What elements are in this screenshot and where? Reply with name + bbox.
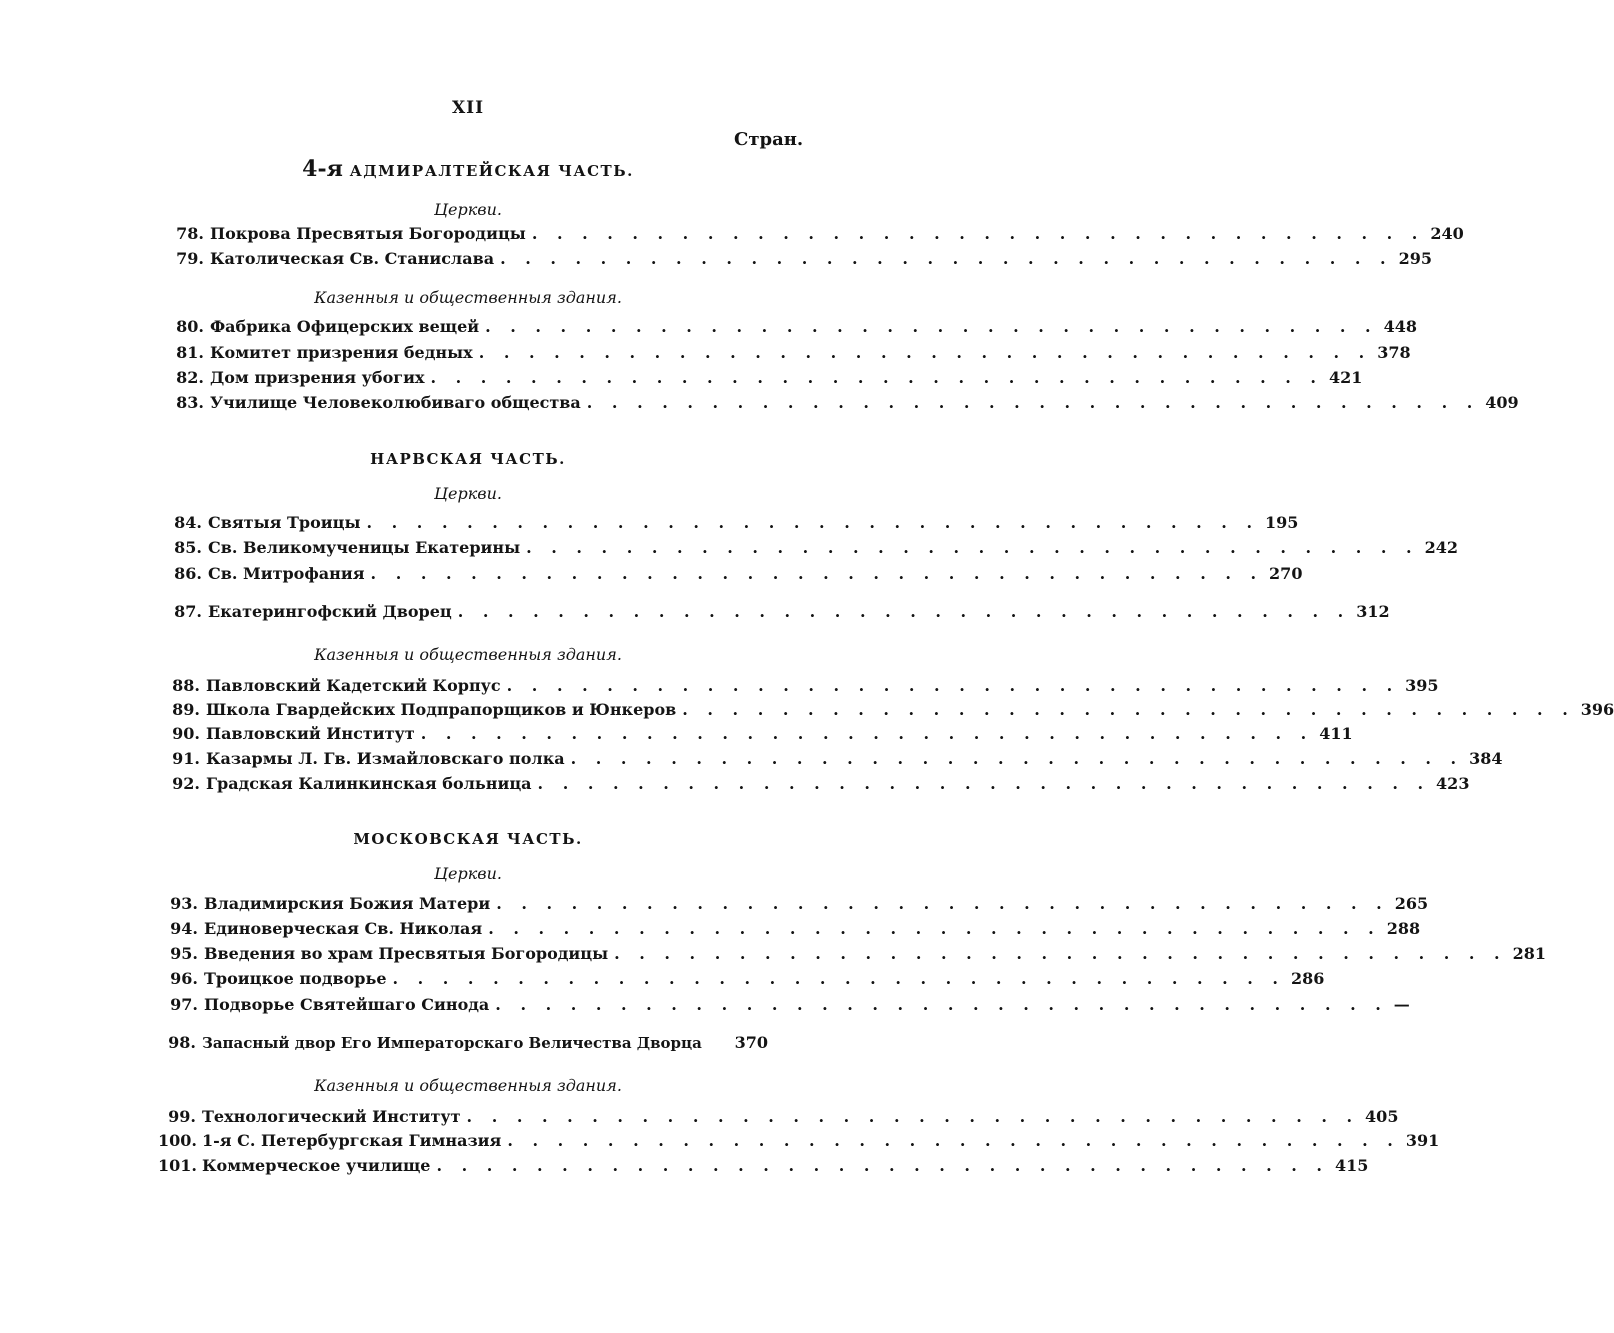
leader-dots: . . . . . . . . . . . . . . . . . . . . . . . . . . . . . . . . . . . . <box>457 602 1351 621</box>
entry-title: Троицкое подворье <box>204 969 387 988</box>
group-title: Церкви. <box>434 200 502 219</box>
entry-title: Владимирския Божия Матери <box>204 894 491 913</box>
entry-page: 242 <box>1424 538 1459 557</box>
toc-entry[interactable] <box>158 1107 1399 1129</box>
entry-page: 405 <box>1365 1107 1399 1126</box>
section-title: АДМИРАЛТЕЙСКАЯ ЧАСТЬ. <box>349 162 634 180</box>
entry-page: 281 <box>1512 944 1547 963</box>
toc-entry[interactable] <box>172 676 1439 698</box>
entry-title: Католическая Св. Станислава <box>210 249 495 268</box>
leader-dots: . . . . . . . . . . . . . . . . . . . . . . . . . . . . . . . . . . . . <box>506 676 1400 695</box>
entry-number: 97. <box>170 995 198 1014</box>
toc-entry[interactable] <box>174 602 1390 624</box>
entry-page: 265 <box>1394 894 1429 913</box>
leader-dots: . . . . . . . . . . . . . . . . . . . . . . . . . . . . . . . . . . . . <box>500 249 1393 268</box>
entry-page: 288 <box>1386 919 1421 938</box>
group-title: Церкви. <box>434 484 502 503</box>
leader-dots: . . . . . . . . . . . . . . . . . . . . . . . . . . . . . . . . . . . . <box>420 724 1314 743</box>
entry-page: 391 <box>1405 1131 1440 1150</box>
entry-page: 448 <box>1383 317 1418 336</box>
entry-page: 409 <box>1485 393 1519 412</box>
entry-number: 81. <box>176 343 204 362</box>
leader-dots: . . . . . . . . . . . . . . . . . . . . . . . . . . . . . . . . . . . . <box>682 700 1575 719</box>
toc-entry[interactable] <box>174 538 1459 560</box>
entry-page: 423 <box>1436 774 1470 793</box>
entry-title: Комитет призрения бедных <box>210 343 473 362</box>
entry-number: 96. <box>170 969 198 988</box>
toc-entry[interactable] <box>176 249 1432 271</box>
toc-entry[interactable] <box>176 368 1363 390</box>
entry-number: 89. <box>172 700 200 719</box>
page-column-label: Стран. <box>734 129 804 150</box>
entry-page: 286 <box>1291 969 1325 988</box>
entry-number: 85. <box>174 538 202 557</box>
entry-title: Запасный двор Его Императорскаго Величества Дворца <box>202 1034 702 1052</box>
toc-entry[interactable] <box>170 995 1410 1017</box>
entry-title: Павловский Кадетский Корпус <box>206 676 501 695</box>
leader-dots: . . . . . . . . . . . . . . . . . . . . . . . . . . . . . . . . . . . . <box>537 774 1431 793</box>
toc-entry[interactable] <box>170 944 1547 966</box>
entry-page: 396 <box>1580 700 1614 719</box>
toc-entry[interactable] <box>172 774 1470 796</box>
entry-page: 421 <box>1328 368 1363 387</box>
group-title: Казенныя и общественныя здания. <box>314 288 622 307</box>
entry-number: 91. <box>172 749 200 768</box>
entry-title: Единоверческая Св. Николая <box>204 919 483 938</box>
entry-title: Училище Человеколюбиваго общества <box>210 393 581 412</box>
group-title: Казенныя и общественныя здания. <box>314 645 622 664</box>
leader-dots: . . . . . . . . . . . . . . . . . . . . . . . . . . . . . . . . . . . . <box>570 749 1464 768</box>
toc-entry[interactable] <box>172 749 1503 771</box>
entry-number: 78. <box>176 224 204 243</box>
leader-dots: . . . . . . . . . . . . . . . . . . . . . . . . . . . . . . . . . . . . <box>430 368 1323 387</box>
group-title: Казенныя и общественныя здания. <box>314 1076 622 1095</box>
leader-dots: . . . . . . . . . . . . . . . . . . . . . . . . . . . . . . . . . . . . <box>478 343 1372 362</box>
group-title: Церкви. <box>434 864 502 883</box>
entry-title: Св. Митрофания <box>208 564 365 583</box>
entry-number: 101. <box>158 1156 197 1175</box>
entry-number: 100. <box>158 1131 197 1150</box>
leader-dots: . . . . . . . . . . . . . . . . . . . . . . . . . . . . . . . . . . . . <box>526 538 1419 557</box>
entry-title: Дом призрения убогих <box>210 368 425 387</box>
toc-entry[interactable] <box>174 564 1303 586</box>
entry-number: 88. <box>172 676 200 695</box>
entry-title: Покрова Пресвятыя Богородицы <box>210 224 526 243</box>
entry-title: 1-я С. Петербургская Гимназия <box>202 1131 502 1150</box>
section-heading <box>0 156 936 182</box>
entry-title: Технологический Институт <box>202 1107 461 1126</box>
entry-title: Коммерческое училище <box>202 1156 431 1175</box>
entry-page: 370 <box>734 1033 768 1052</box>
page-number: XII <box>451 98 485 118</box>
toc-entry[interactable] <box>170 894 1429 916</box>
entry-number: 93. <box>170 894 198 913</box>
entry-page: 312 <box>1356 602 1390 621</box>
entry-number: 87. <box>174 602 202 621</box>
entry-title: Введения во храм Пресвятыя Богородицы <box>204 944 609 963</box>
toc-entry[interactable] <box>172 700 1614 722</box>
entry-number: 95. <box>170 944 198 963</box>
entry-page: 411 <box>1319 724 1353 743</box>
leader-dots: . . . . . . . . . . . . . . . . . . . . . . . . . . . . . . . . . . . . <box>495 995 1388 1014</box>
toc-entry[interactable] <box>170 969 1325 991</box>
leader-dots: . . . . . . . . . . . . . . . . . . . . . . . . . . . . . . . . . . . . <box>531 224 1425 243</box>
entry-title: Екатерингофский Дворец <box>208 602 452 621</box>
entry-page: 395 <box>1405 676 1439 695</box>
entry-page: 384 <box>1469 749 1503 768</box>
entry-number: 98. <box>168 1033 196 1052</box>
leader-dots: . . . . . . . . . . . . . . . . . . . . . . . . . . . . . . . . . . . . <box>466 1107 1360 1126</box>
toc-entry[interactable] <box>176 224 1464 246</box>
entry-number: 82. <box>176 368 204 387</box>
entry-title: Школа Гвардейских Подпрапорщиков и Юнкеров <box>206 700 677 719</box>
entry-title: Св. Великомученицы Екатерины <box>208 538 521 557</box>
entry-number: 99. <box>168 1107 196 1126</box>
leader-dots: . . . . . . . . . . . . . . . . . . . . . . . . . . . . . . . . . . . . <box>436 1156 1329 1175</box>
section-heading <box>0 830 936 848</box>
toc-entry[interactable] <box>172 724 1353 746</box>
toc-entry[interactable] <box>170 919 1421 941</box>
section-title: МОСКОВСКАЯ ЧАСТЬ. <box>353 830 583 848</box>
section-ordinal: 4-я <box>302 156 343 182</box>
toc-entry[interactable] <box>174 513 1299 535</box>
toc-entry[interactable] <box>168 1033 768 1055</box>
entry-page: 270 <box>1269 564 1303 583</box>
toc-entry[interactable] <box>158 1131 1440 1153</box>
entry-page: 195 <box>1265 513 1299 532</box>
leader-dots: . . . . . . . . . . . . . . . . . . . . . . . . . . . . . . . . . . . . <box>488 919 1381 938</box>
leader-dots: . . . . . . . . . . . . . . . . . . . . . . . . . . . . . . . . . . . . <box>586 393 1480 412</box>
entry-number: 84. <box>174 513 202 532</box>
entry-number: 80. <box>176 317 204 336</box>
leader-dots: . . . . . . . . . . . . . . . . . . . . . . . . . . . . . . . . . . . . <box>366 513 1260 532</box>
entry-page: 295 <box>1398 249 1432 268</box>
entry-number: 86. <box>174 564 202 583</box>
entry-number: 83. <box>176 393 204 412</box>
entry-title: Казармы Л. Гв. Измайловскаго полка <box>206 749 565 768</box>
entry-page: — <box>1393 995 1410 1014</box>
leader-dots: . . . . . . . . . . . . . . . . . . . . . . . . . . . . . . . . . . . . <box>496 894 1389 913</box>
leader-dots: . . . . . . . . . . . . . . . . . . . . . . . . . . . . . . . . . . . . <box>392 969 1285 988</box>
leader-dots: . . . . . . . . . . . . . . . . . . . . . . . . . . . . . . . . . . . . <box>370 564 1264 583</box>
entry-title: Градская Калинкинская больница <box>206 774 532 793</box>
section-title: НАРВСКАЯ ЧАСТЬ. <box>370 450 566 468</box>
entry-title: Святыя Троицы <box>208 513 361 532</box>
entry-number: 90. <box>172 724 200 743</box>
leader-dots: . . . . . . . . . . . . . . . . . . . . . . . . . . . . . . . . . . . . <box>614 944 1507 963</box>
entry-title: Подворье Святейшаго Синода <box>204 995 490 1014</box>
entry-title: Фабрика Офицерских вещей <box>210 317 480 336</box>
entry-title: Павловский Институт <box>206 724 415 743</box>
toc-entry[interactable] <box>176 393 1519 415</box>
entry-page: 415 <box>1334 1156 1369 1175</box>
toc-entry[interactable] <box>176 343 1411 365</box>
entry-number: 92. <box>172 774 200 793</box>
entry-number: 79. <box>176 249 204 268</box>
entry-page: 240 <box>1430 224 1464 243</box>
leader-dots: . . . . . . . . . . . . . . . . . . . . . . . . . . . . . . . . . . . . <box>485 317 1378 336</box>
toc-entry[interactable] <box>176 317 1418 339</box>
entry-number: 94. <box>170 919 198 938</box>
toc-entry[interactable] <box>158 1156 1369 1178</box>
entry-page: 378 <box>1377 343 1411 362</box>
section-heading <box>0 450 936 468</box>
leader-dots: . . . . . . . . . . . . . . . . . . . . . . . . . . . . . . . . . . . . <box>507 1131 1400 1150</box>
